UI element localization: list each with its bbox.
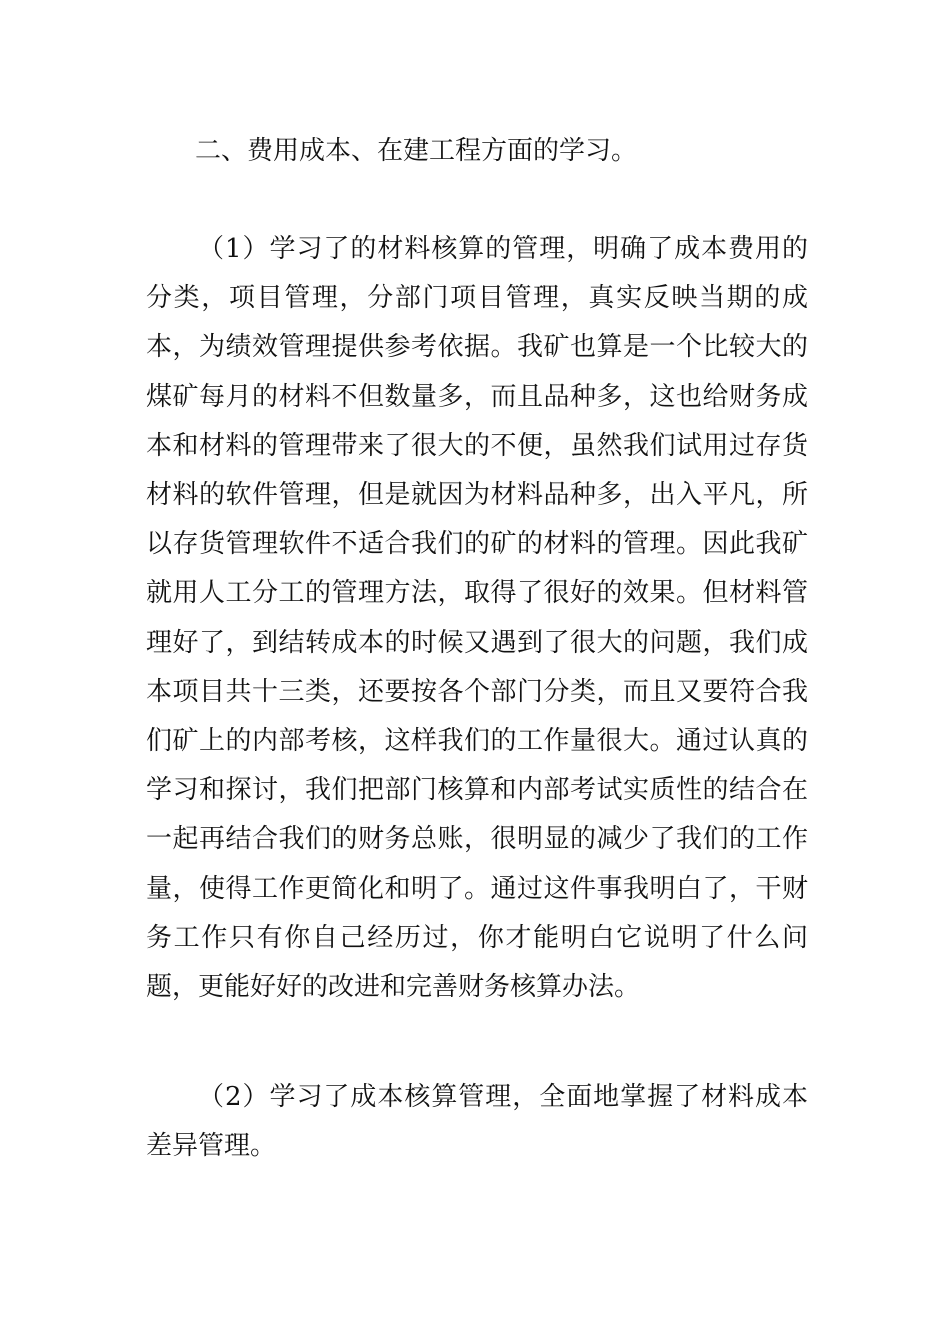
- paragraph-cost-accounting: （2）学习了成本核算管理，全面地掌握了材料成本差异管理。: [146, 1082, 808, 1162]
- paragraph-material-accounting: （1）学习了的材料核算的管理，明确了成本费用的分类，项目管理，分部门项目管理，真实反映当期的成本，为绩效管理提供参考依据。我矿也算是一个比较大的煤矿每月的材料不但数量多，而且品种多，这也给财务成本和材料的管理带来了很大的不便，虽然我们试用过存货材料的软件管理，但是就因为材料品种多，出入平凡，所以存货管理软件不适合我们的矿的材料的管理。因此我矿就用人工分工的管理方法，取得了很好的效果。但材料管理好了，到结转成本的时候又遇到了很大的问题，我们成本项目共十三类，还要按各个部门分类，而且又要符合我们矿上的内部考核，这样我们的工作量很大。通过认真的学习和探讨，我们把部门核算和内部考试实质性的结合在一起再结合我们的财务总账，很明显的减少了我们的工作量，使得工作更简化和明了。通过这件事我明白了，干财务工作只有你自己经历过，你才能明白它说明了什么问题，更能好好的改进和完善财务核算办法。: [146, 234, 808, 1003]
- section-heading: 二、费用成本、在建工程方面的学习。: [195, 136, 638, 166]
